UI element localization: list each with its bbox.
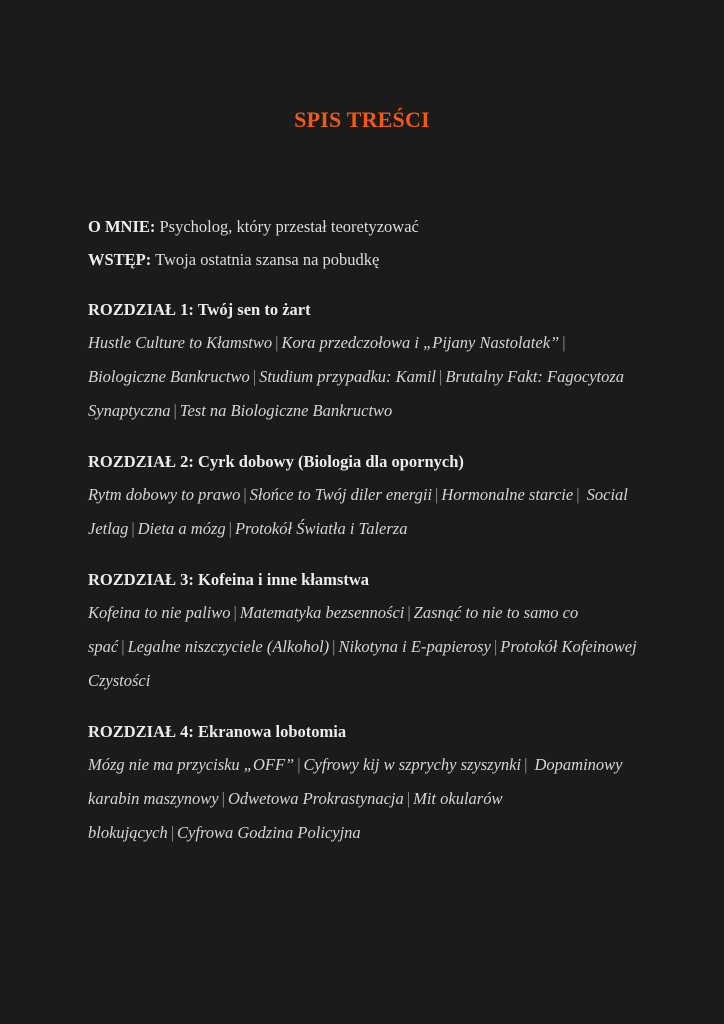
topic-item: Hustle Culture to Kłamstwo <box>88 333 273 352</box>
page-title: SPIS TREŚCI <box>294 107 430 132</box>
separator: | <box>439 367 443 386</box>
topic-item: Biologiczne Bankructwo <box>88 367 250 386</box>
topic-item: Dopaminowy karabin maszynowy <box>88 755 623 808</box>
topic-item: Legalne niszczyciele (Alkohol) <box>127 637 330 656</box>
topic-item: Zasnąć to nie to samo co spać <box>88 603 579 656</box>
topic-item: Słońce to Twój diler energii <box>249 485 433 504</box>
topic-item: Protokół Kofeinowej Czystości <box>88 637 637 690</box>
topic-item: Mit okularów blokujących <box>88 789 503 842</box>
intro-about-me <box>88 210 648 243</box>
topic-item: Studium przypadku: Kamil <box>259 367 436 386</box>
separator: | <box>275 333 279 352</box>
intro-block <box>88 210 648 276</box>
chapter-topics <box>88 478 638 546</box>
topic-item: Mózg nie ma przycisku „OFF” <box>88 755 295 774</box>
intro-preface <box>88 243 648 276</box>
topic-item: Matematyka bezsenności <box>239 603 405 622</box>
separator: | <box>524 755 528 774</box>
topic-item: Rytm dobowy to prawo <box>88 485 241 504</box>
topic-item: Cyfrowy kij w szprychy szyszynki <box>303 755 522 774</box>
intro-label: WSTĘP: <box>88 250 152 269</box>
separator: | <box>170 823 175 842</box>
topic-item: Social Jetlag <box>88 485 628 538</box>
chapter-4 <box>88 715 648 850</box>
chapter-topics <box>88 748 638 850</box>
chapter-2 <box>88 445 648 546</box>
topic-item: Cyfrowa Godzina Policyjna <box>177 823 361 842</box>
separator: | <box>243 485 247 504</box>
separator: | <box>562 333 566 352</box>
separator: | <box>233 603 237 622</box>
separator: | <box>406 789 411 808</box>
separator: | <box>228 519 232 538</box>
chapter-heading: ROZDZIAŁ 3: Kofeina i inne kłamstwa <box>88 570 369 589</box>
intro-text: Psycholog, który przestał teoretyzować <box>159 217 419 236</box>
chapter-topics <box>88 326 638 428</box>
separator: | <box>297 755 301 774</box>
intro-label: O MNIE: <box>88 217 156 236</box>
separator: | <box>252 367 257 386</box>
topic-item: Kora przedczołowa i „Pijany Nastolatek” <box>281 333 560 352</box>
separator: | <box>435 485 439 504</box>
chapter-3 <box>88 563 648 698</box>
separator: | <box>131 519 135 538</box>
topic-item: Hormonalne starcie <box>441 485 574 504</box>
chapter-heading: ROZDZIAŁ 1: Twój sen to żart <box>88 300 311 319</box>
separator: | <box>576 485 580 504</box>
separator: | <box>332 637 336 656</box>
chapter-heading: ROZDZIAŁ 4: Ekranowa lobotomia <box>88 722 347 741</box>
chapter-topics <box>88 596 638 698</box>
table-of-contents <box>88 210 648 867</box>
topic-item: Brutalny Fakt: Fagocytoza Synaptyczna <box>88 367 625 420</box>
separator: | <box>121 637 125 656</box>
topic-item: Nikotyna i E-papierosy <box>338 637 491 656</box>
topic-item: Kofeina to nie paliwo <box>88 603 231 622</box>
topic-item: Odwetowa Prokrastynacja <box>227 789 404 808</box>
separator: | <box>221 789 225 808</box>
topic-item: Test na Biologiczne Bankructwo <box>179 401 393 420</box>
topic-item: Dieta a mózg <box>137 519 226 538</box>
separator: | <box>407 603 411 622</box>
topic-item: Protokół Światła i Talerza <box>234 519 408 538</box>
separator: | <box>173 401 177 420</box>
intro-text: Twoja ostatnia szansa na pobudkę <box>155 250 380 269</box>
chapter-heading: ROZDZIAŁ 2: Cyrk dobowy (Biologia dla opornych) <box>88 452 464 471</box>
chapter-1 <box>88 293 648 428</box>
separator: | <box>493 637 498 656</box>
